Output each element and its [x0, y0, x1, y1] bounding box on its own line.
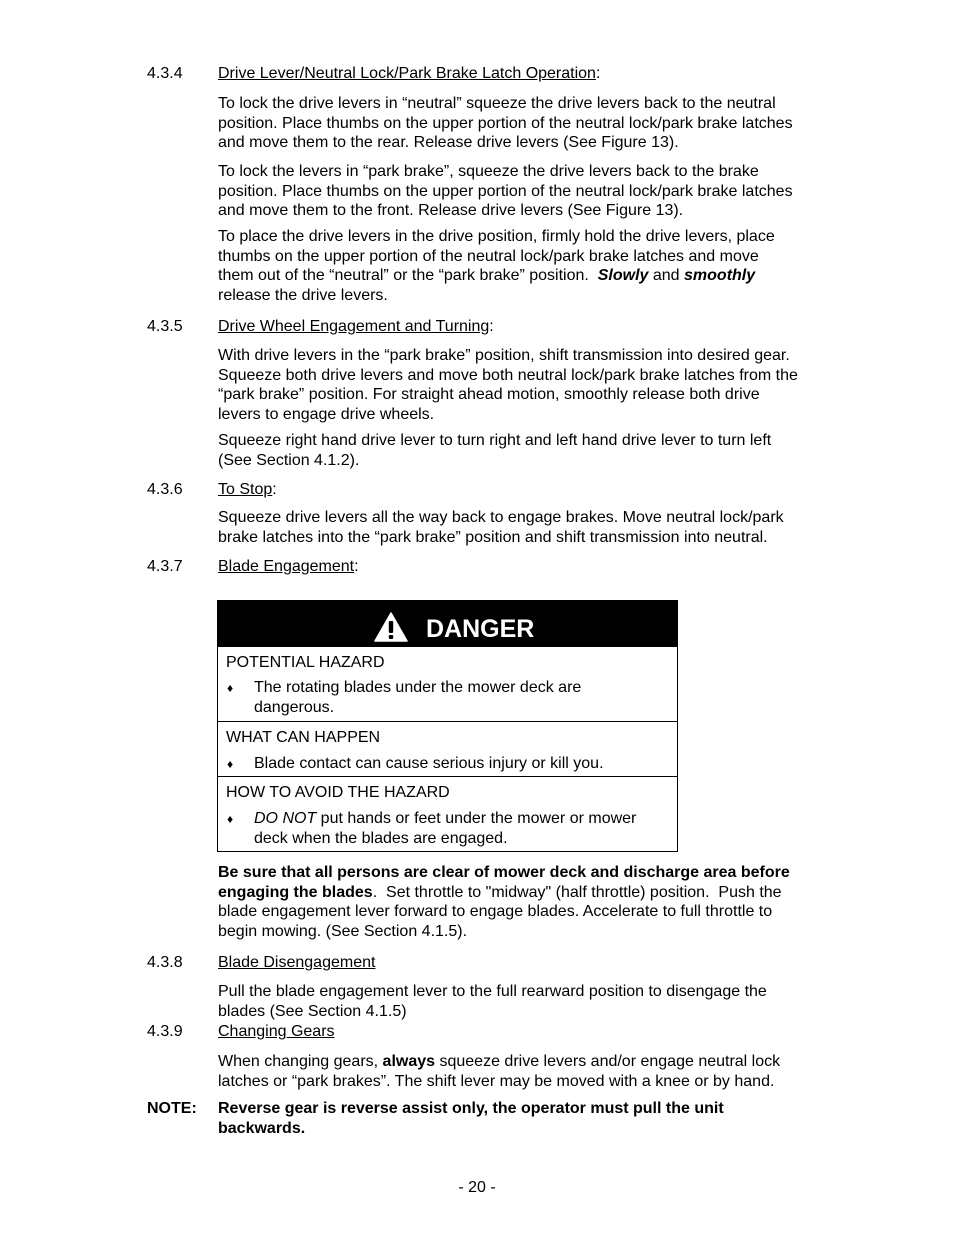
bullet-diamond-icon: ♦	[227, 812, 234, 826]
warning-triangle-icon	[374, 612, 408, 642]
emphasis-always: always	[382, 1053, 436, 1070]
danger-title: DANGER	[426, 615, 535, 643]
page-number: - 20 -	[458, 1179, 496, 1196]
emphasis-smoothly: smoothly	[684, 267, 756, 284]
avoid-text: DO NOT put hands or feet under the mower or mower deck when the blades are engaged.	[254, 810, 637, 847]
section-title-4-3-9: Changing Gears	[218, 1023, 335, 1040]
section-heading-4-3-4: Drive Lever/Neutral Lock/Park Brake Latch Operation:	[218, 65, 601, 82]
paragraph-park-brake-lock: To lock the levers in “park brake”, squeeze the drive levers back to the brake position. Place thumbs on the upper portion of the neutral lock/park brake latches and move them to the front. Release drive levers (See Figure 13).	[218, 163, 793, 219]
section-heading-4-3-6: To Stop:	[218, 481, 277, 498]
paragraph-to-stop: Squeeze drive levers all the way back to engage brakes. Move neutral lock/park brake latches into the “park brake” position and shift transmission into neutral.	[218, 509, 784, 546]
section-number-4-3-9: 4.3.9	[147, 1023, 183, 1040]
danger-divider	[218, 776, 677, 777]
section-number-4-3-4: 4.3.4	[147, 65, 183, 82]
bullet-diamond-icon: ♦	[227, 681, 234, 695]
potential-hazard-label: POTENTIAL HAZARD	[226, 654, 385, 671]
paragraph-changing-gears: When changing gears, always squeeze drive levers and/or engage neutral lock latches or “park brakes”. The shift lever may be moved with a knee or by hand.	[218, 1053, 781, 1090]
section-title-4-3-6: To Stop	[218, 481, 273, 498]
section-title-4-3-7: Blade Engagement	[218, 558, 355, 575]
section-title-4-3-8: Blade Disengagement	[218, 954, 376, 971]
note-text: Reverse gear is reverse assist only, the operator must pull the unit backwards.	[218, 1100, 724, 1137]
paragraph-blade-engagement: Be sure that all persons are clear of mower deck and discharge area before engaging the blades. Set throttle to "midway" (half throttle) position. Push the blade engagement lever forward to engage blades. Accelerate to full throttle to begin mowing. (See Section 4.1.5).	[218, 864, 790, 940]
hazard-text: The rotating blades under the mower deck are dangerous.	[254, 679, 582, 716]
section-title-4-3-5: Drive Wheel Engagement and Turning	[218, 318, 490, 335]
section-number-4-3-8: 4.3.8	[147, 954, 183, 971]
emphasis-slowly: Slowly	[597, 267, 649, 284]
danger-header	[218, 601, 677, 647]
section-heading-4-3-9	[218, 1022, 335, 1042]
paragraph-drive-wheel-engagement: With drive levers in the “park brake” position, shift transmission into desired gear. Squeeze both drive levers and move both neutral lock/park brake latches from the “park brake” position. For straight ahead motion, smoothly release both drive levers to engage drive wheels.	[218, 347, 798, 423]
danger-divider	[218, 721, 677, 722]
emphasis-do-not: DO NOT	[254, 810, 317, 827]
section-heading-4-3-5: Drive Wheel Engagement and Turning:	[218, 318, 494, 335]
note-label: NOTE:	[147, 1100, 197, 1117]
section-number-4-3-5: 4.3.5	[147, 318, 183, 335]
what-can-happen-label: WHAT CAN HAPPEN	[226, 729, 381, 746]
paragraph-drive-position: To place the drive levers in the drive position, firmly hold the drive levers, place thumbs on the upper portion of the neutral lock/park brake latches and move them out of the “neutral” or the “park brake” position. Slowly and smoothly release the drive levers.	[218, 228, 775, 304]
section-title-4-3-4: Drive Lever/Neutral Lock/Park Brake Latch Operation	[218, 65, 596, 82]
paragraph-turning: Squeeze right hand drive lever to turn right and left hand drive lever to turn left (See Section 4.1.2).	[218, 432, 772, 469]
how-to-avoid-label: HOW TO AVOID THE HAZARD	[226, 784, 450, 801]
section-heading-4-3-8	[218, 953, 375, 973]
section-number-4-3-6: 4.3.6	[147, 481, 183, 498]
bullet-diamond-icon: ♦	[227, 757, 234, 771]
paragraph-blade-disengagement: Pull the blade engagement lever to the full rearward position to disengage the blades (See Section 4.1.5)	[218, 983, 767, 1020]
section-heading-4-3-7: Blade Engagement:	[218, 558, 359, 575]
paragraph-neutral-lock: To lock the drive levers in “neutral” squeeze the drive levers back to the neutral position. Place thumbs on the upper portion of the neutral lock/park brake latches and move them to the rear. Release drive levers (See Figure 13).	[218, 95, 793, 151]
happen-text: Blade contact can cause serious injury or kill you.	[254, 755, 604, 772]
section-number-4-3-7: 4.3.7	[147, 558, 183, 575]
danger-box	[217, 600, 678, 852]
